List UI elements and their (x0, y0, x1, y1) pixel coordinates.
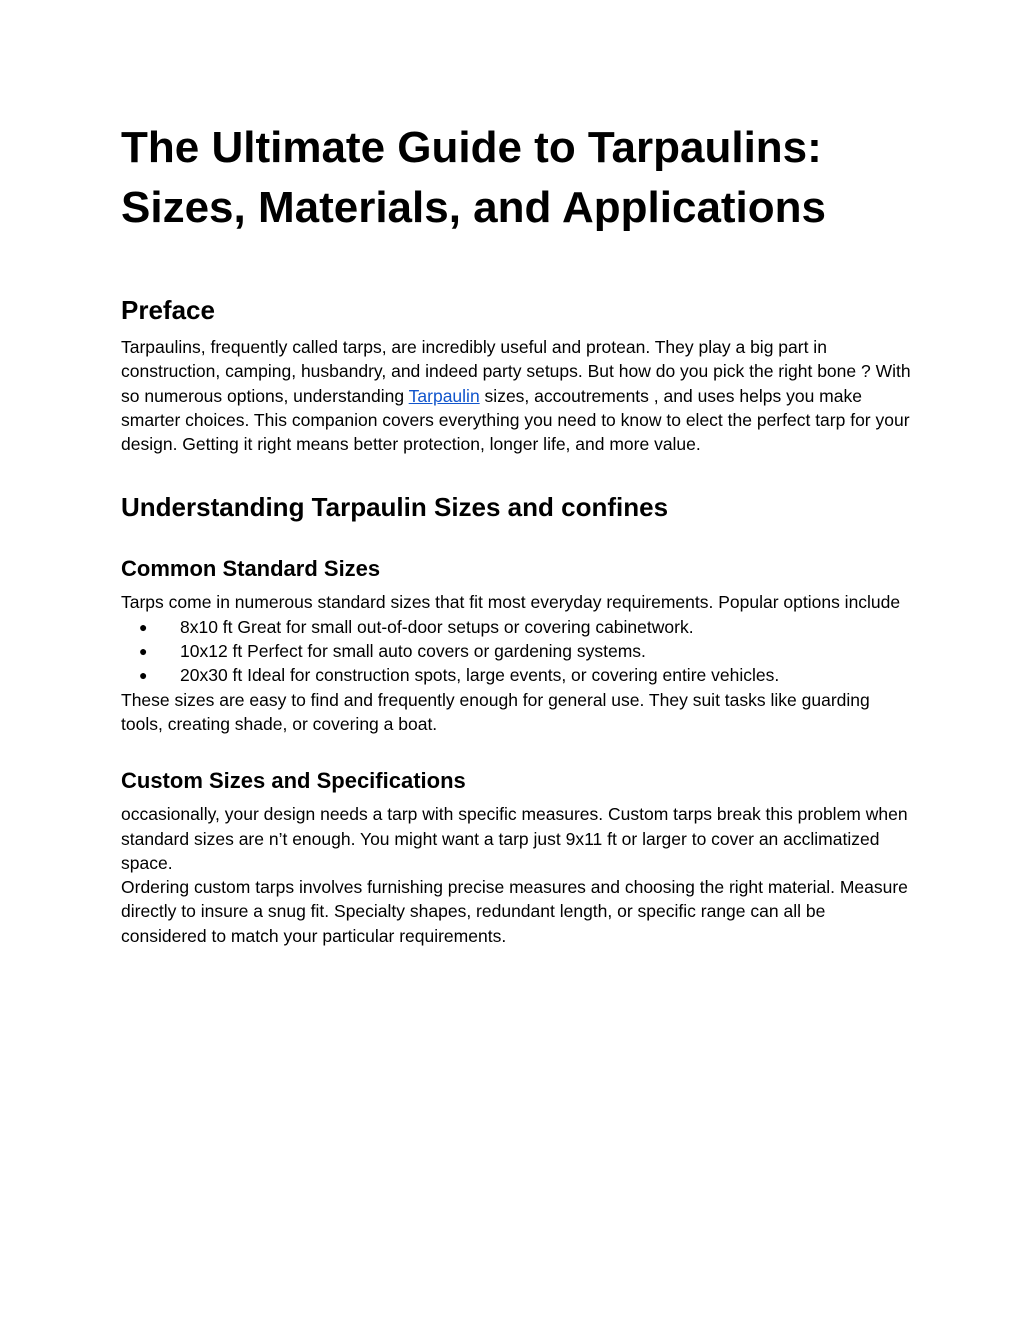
document-title-line2: Sizes, Materials, and Applications (121, 183, 827, 232)
list-item-text: 8x10 ft Great for small out-of-door setups or covering cabinetwork. (180, 616, 694, 637)
standard-sizes-list (121, 615, 911, 688)
common-sizes-outro: These sizes are easy to find and frequently enough for general use. They suit tasks like guarding tools, creating shade, or covering a boat. (121, 689, 870, 734)
bullet-icon: ● (139, 618, 148, 635)
custom-sizes-paragraph-2: Ordering custom tarps involves furnishing precise measures and choosing the right material. Measure directly to insure a snug fit. Specialty shapes, redundant length, or specific range can all be considered to match your particular requirements. (121, 877, 908, 946)
list-item (121, 663, 911, 687)
preface-text-start: Tarpaulins, frequently called tarps, are incredibly useful and protean. They play a big part in construction, camping, husbandry, and indeed party setups. But how do you pick the right bone ? With so numerous options, understanding (121, 337, 911, 406)
list-item (121, 639, 911, 663)
custom-sizes-paragraph-1: occasionally, your design needs a tarp with specific measures. Custom tarps break this problem when standard sizes are n’t enough. You might want a tarp just 9x11 ft or larger to cover an acclimatized space. (121, 804, 908, 873)
tarpaulin-link[interactable]: Tarpaulin (408, 385, 480, 406)
custom-sizes-heading: Custom Sizes and Specifications (121, 768, 466, 794)
document-title-line1: The Ultimate Guide to Tarpaulins: (121, 123, 822, 172)
preface-text-end: sizes, accoutrements , and uses helps you make smarter choices. This companion covers everything you need to know to elect the perfect tarp for your design. Getting it right means better protection, longer life, and more value. (121, 385, 910, 455)
document-title (121, 118, 911, 238)
preface-paragraph (121, 335, 911, 456)
sizes-section-heading: Understanding Tarpaulin Sizes and confines (121, 492, 669, 523)
document-page (121, 118, 911, 948)
bullet-icon: ● (139, 667, 148, 684)
common-sizes-heading: Common Standard Sizes (121, 556, 381, 582)
common-sizes-intro: Tarps come in numerous standard sizes that fit most everyday requirements. Popular options include (121, 592, 901, 613)
list-item-text: 20x30 ft Ideal for construction spots, large events, or covering entire vehicles. (180, 665, 780, 686)
preface-heading: Preface (121, 295, 215, 325)
bullet-icon: ● (139, 643, 148, 660)
list-item (121, 615, 911, 639)
list-item-text: 10x12 ft Perfect for small auto covers or gardening systems. (180, 641, 646, 662)
